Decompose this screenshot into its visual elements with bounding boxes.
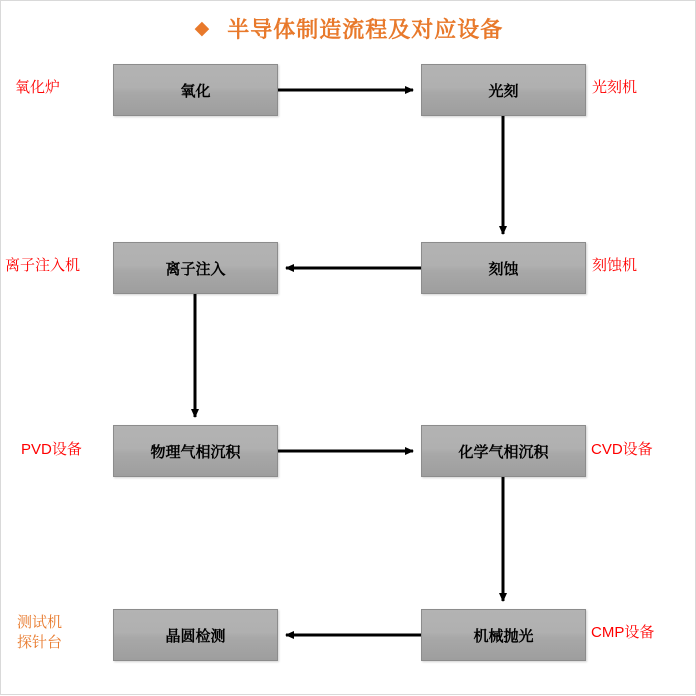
process-node-cvd[interactable] [421, 425, 586, 477]
equipment-label-implanter: 离子注入机 [5, 257, 81, 274]
equipment-label-line: 探针台 [17, 634, 63, 651]
equipment-label-tester-prober [17, 613, 62, 653]
title-text: 半导体制造流程及对应设备 [227, 17, 504, 42]
process-node-litho[interactable] [421, 64, 586, 116]
process-node-label: 机械抛光 [473, 627, 534, 645]
process-node-wafer-test[interactable] [113, 609, 278, 661]
diamond-bullet-icon: ◆ [194, 18, 210, 39]
equipment-label-etcher: 刻蚀机 [592, 257, 638, 274]
equipment-label-litho-machine: 光刻机 [592, 79, 638, 96]
page-title [1, 13, 696, 44]
connector-arrows [1, 1, 696, 696]
process-node-label: 化学气相沉积 [458, 443, 549, 461]
equipment-label-line: 测试机 [17, 614, 63, 631]
process-node-oxidation[interactable] [113, 64, 278, 116]
process-node-label: 光刻 [488, 82, 519, 100]
equipment-label-pvd-equipment: PVD设备 [21, 441, 82, 458]
process-node-label: 刻蚀 [488, 260, 519, 278]
process-node-etch[interactable] [421, 242, 586, 294]
process-node-label: 氧化 [180, 82, 211, 100]
process-node-label: 晶圆检测 [165, 627, 226, 645]
process-node-pvd[interactable] [113, 425, 278, 477]
equipment-label-cvd-equipment: CVD设备 [591, 441, 653, 458]
equipment-label-oxidation-furnace: 氧化炉 [15, 79, 61, 96]
process-node-cmp[interactable] [421, 609, 586, 661]
process-node-implant[interactable] [113, 242, 278, 294]
process-node-label: 物理气相沉积 [150, 443, 241, 461]
equipment-label-cmp-equipment: CMP设备 [591, 624, 655, 641]
process-node-label: 离子注入 [165, 260, 226, 278]
